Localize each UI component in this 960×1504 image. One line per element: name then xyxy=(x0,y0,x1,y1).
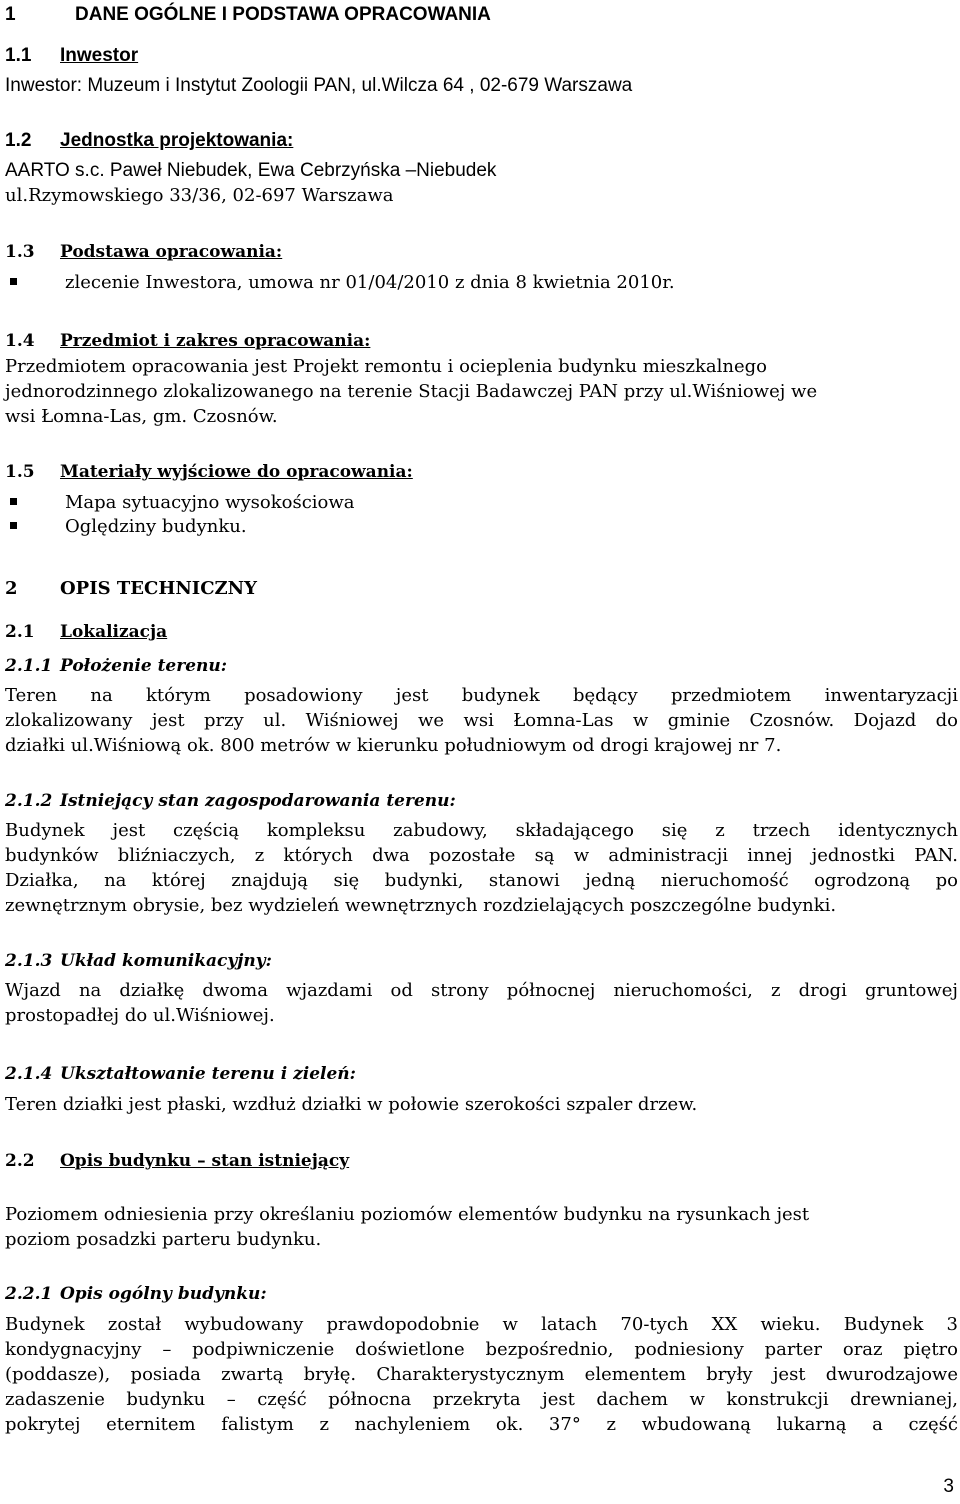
list-item: zlecenie Inwestora, umowa nr 01/04/2010 z dnia 8 kwietnia 2010r. xyxy=(10,272,675,294)
list-item: Mapa sytuacyjno wysokościowa xyxy=(10,492,355,514)
paragraph-line: Teren na którym posadowiony jest budynek będący przedmiotem inwentaryzacji xyxy=(5,685,958,706)
section-2-1-1-heading: 2.1.1 Położenie terenu: xyxy=(5,656,228,676)
paragraph-line: zlokalizowany jest przy ul. Wiśniowej we wsi Łomna-Las w gminie Czosnów. Dojazd do xyxy=(5,710,958,731)
paragraph-line: Działka, na której znajdują się budynki, stanowi jedną nieruchomość ogrodzoną po xyxy=(5,870,958,891)
section-1-2-heading: 1.2 Jednostka projektowania: xyxy=(5,130,294,151)
paragraph-line: Budynek został wybudowany prawdopodobnie w latach 70-tych XX wieku. Budynek 3 xyxy=(5,1314,958,1335)
section-2-1-4-heading: 2.1.4 Ukształtowanie terenu i zieleń: xyxy=(5,1064,356,1084)
paragraph-line: jednorodzinnego zlokalizowanego na terenie Stacji Badawczej PAN przy ul.Wiśniowej we xyxy=(5,381,818,402)
paragraph-line: zadaszenie budynku – część północna przekryta jest dachem w konstrukcji drewnianej, xyxy=(5,1389,958,1410)
paragraph-line: wsi Łomna-Las, gm. Czosnów. xyxy=(5,406,278,427)
page-number: 3 xyxy=(943,1476,954,1497)
section-2-2-heading: 2.2 Opis budynku – stan istniejący xyxy=(5,1151,350,1171)
paragraph-line: Teren działki jest płaski, wzdłuż działki w połowie szerokości szpaler drzew. xyxy=(5,1094,698,1115)
bullet-icon xyxy=(10,522,17,529)
section-2-1-2-heading: 2.1.2 Istniejący stan zagospodarowania terenu: xyxy=(5,791,456,811)
paragraph-line: (poddasze), posiada zwartą bryłę. Charakterystycznym elementem bryły jest dwurodzajowe xyxy=(5,1364,958,1385)
section-1-3-heading: 1.3 Podstawa opracowania: xyxy=(5,242,283,262)
section-1-1-heading: 1.1 Inwestor xyxy=(5,45,139,66)
section-1-5-heading: 1.5 Materiały wyjściowe do opracowania: xyxy=(5,462,413,482)
design-unit-line-2: ul.Rzymowskiego 33/36, 02-697 Warszawa xyxy=(5,185,394,206)
paragraph-line: Przedmiotem opracowania jest Projekt remontu i ocieplenia budynku mieszkalnego xyxy=(5,356,768,377)
section-1-heading: 1 DANE OGÓLNE I PODSTAWA OPRACOWANIA xyxy=(5,4,491,25)
paragraph-line: Poziomem odniesienia przy określaniu poziomów elementów budynku na rysunkach jest xyxy=(5,1204,810,1225)
paragraph-line: prostopadłej do ul.Wiśniowej. xyxy=(5,1005,275,1026)
list-item: Oględziny budynku. xyxy=(10,516,247,538)
bullet-icon xyxy=(10,498,17,505)
design-unit-line-1: AARTO s.c. Paweł Niebudek, Ewa Cebrzyńska –Niebudek xyxy=(5,160,497,181)
paragraph-line: budynków bliźniaczych, z których dwa pozostałe są w administracji innej jednostki PAN. xyxy=(5,845,958,866)
paragraph-line: zewnętrznym obrysie, bez wydzieleń wewnętrznych rozdzielających poszczególne budynki. xyxy=(5,895,837,916)
section-2-1-3-heading: 2.1.3 Układ komunikacyjny: xyxy=(5,951,272,971)
investor-line: Inwestor: Muzeum i Instytut Zoologii PAN, ul.Wilcza 64 , 02-679 Warszawa xyxy=(5,75,633,96)
section-2-heading: 2 OPIS TECHNICZNY xyxy=(5,578,257,599)
bullet-icon xyxy=(10,278,17,285)
paragraph-line: Budynek jest częścią kompleksu zabudowy, składającego się z trzech identycznych xyxy=(5,820,958,841)
section-1-4-heading: 1.4 Przedmiot i zakres opracowania: xyxy=(5,331,371,351)
paragraph-line: kondygnacyjny – podpiwniczenie doświetlone bezpośrednio, podniesiony parter oraz piętro xyxy=(5,1339,958,1360)
section-2-2-1-heading: 2.2.1 Opis ogólny budynku: xyxy=(5,1284,267,1304)
paragraph-line: poziom posadzki parteru budynku. xyxy=(5,1229,322,1250)
paragraph-line: Wjazd na działkę dwoma wjazdami od strony północnej nieruchomości, z drogi gruntowej xyxy=(5,980,958,1001)
paragraph-line: działki ul.Wiśniową ok. 800 metrów w kierunku południowym od drogi krajowej nr 7. xyxy=(5,735,782,756)
section-2-1-heading: 2.1 Lokalizacja xyxy=(5,622,168,642)
paragraph-line: pokrytej eternitem falistym z nachyleniem ok. 37° z wbudowaną lukarną a część xyxy=(5,1414,958,1435)
